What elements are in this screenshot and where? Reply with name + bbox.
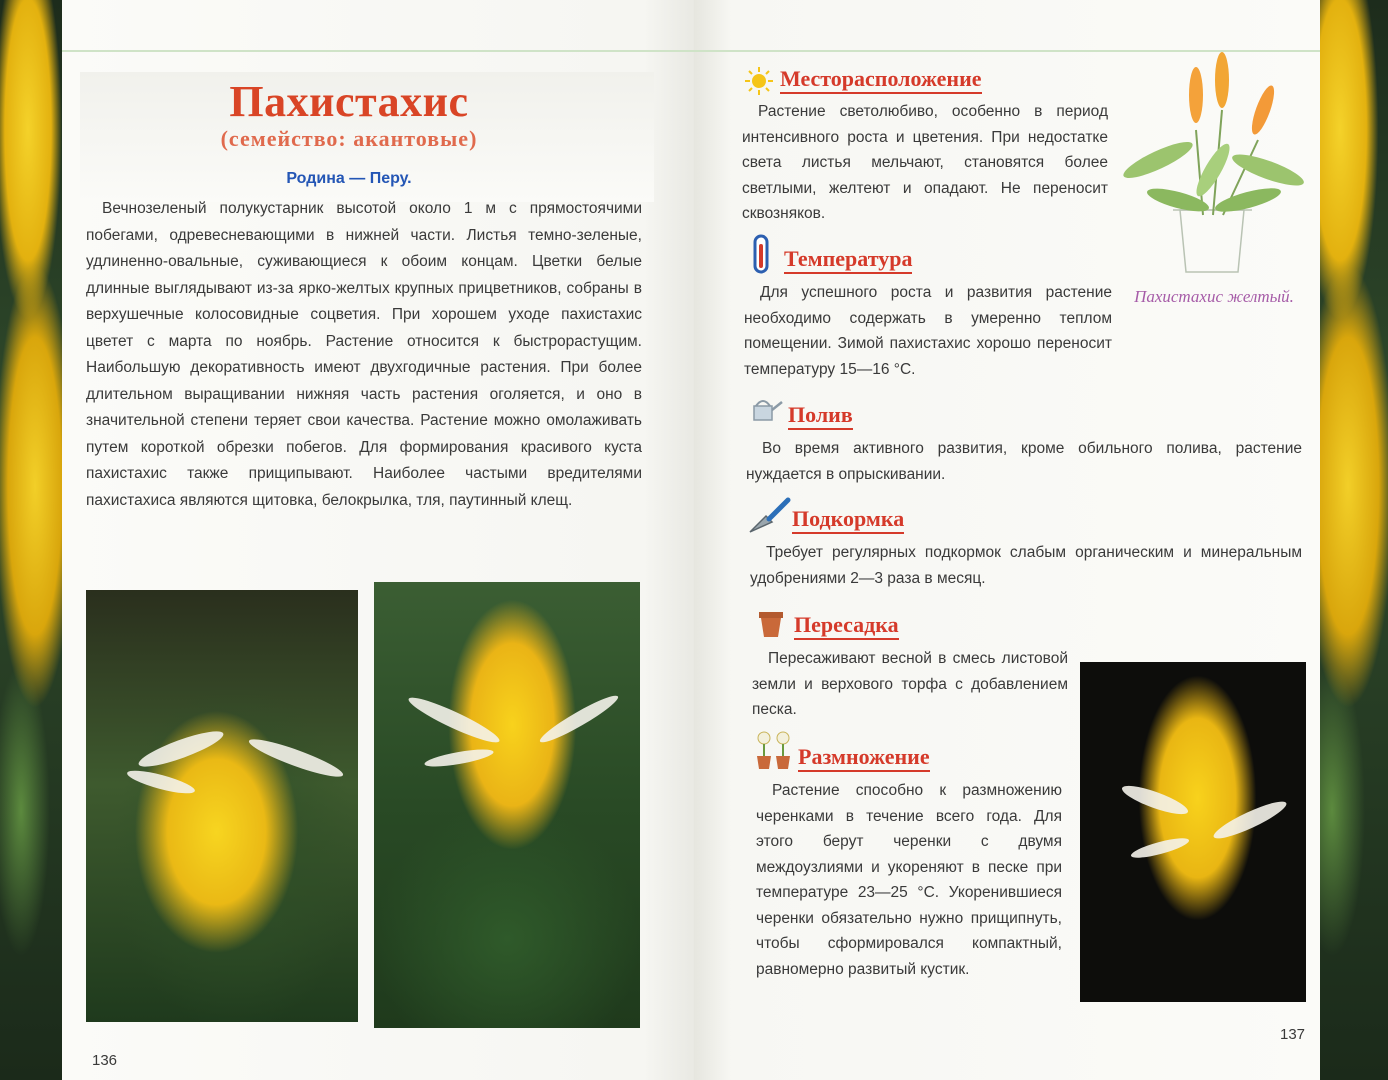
sun-icon (744, 66, 774, 96)
thermometer-icon (752, 234, 770, 274)
right-page (694, 0, 1320, 1080)
section-title-temperature: Температура (784, 246, 912, 274)
page-top-rule (62, 50, 694, 52)
section-text-temperature: Для успешного роста и развития растение необходимо содержать в умеренно теплом помещении. Зимой пахистахис хорошо переносит температуру 15—16 °С. (744, 284, 1112, 378)
trowel-icon (746, 494, 792, 538)
section-title-transplant: Пересадка (794, 612, 899, 640)
section-title-location: Месторасположение (780, 66, 982, 94)
plant-family: (семейство: акантовые) (220, 126, 478, 151)
homeland: Родина — Перу. (286, 170, 412, 187)
seedlings-icon (754, 728, 794, 770)
page-number: 136 (92, 1052, 118, 1069)
page-title: Пахистахис (229, 77, 469, 126)
drawing-caption: Пахистахис желтый. (1134, 287, 1294, 306)
section-text-location: Растение светолюбиво, особенно в период интенсивного роста и цветения. При недостатке света листья мельчают, становятся более светлыми, желтеют и опадают. Не переносит сквозняков. (742, 103, 1108, 222)
section-title-watering: Полив (788, 402, 853, 430)
flower-photo-1 (86, 590, 358, 1022)
plant-description: Вечнозеленый полукустарник высотой около 1 м с прямостоячими побегами, одревесневающими в нижней части. Листья темно-зеленые, удлиненно-овальные, суживающиеся к обоим концам. Цветки белые длинные выглядывают из-за ярко-желтых крупных прицветников, собраны в верхушечные колосовидные соцветия. При хорошем уходе пахистахис цветет с марта по ноябрь. Растение относится к быстрорастущим. Наибольшую декоративность имеют двухгодичные растения. При более длительном выращивании нижняя часть растения оголяется, и оно в значительной степени теряет свои качества. Растение можно омолаживать путем короткой обрезки побегов. Для формирования красивого куста пахистахис также прищипывают. Наиболее частыми вредителями пахистахиса являются щитовка, белокрылка, тля, паутинный клещ. (86, 200, 642, 509)
flower-photo-3 (1080, 662, 1306, 1002)
page-number: 137 (1280, 1026, 1306, 1043)
section-text-propagation: Растение способно к размножению черенками в течение всего года. Для этого берут черенки с двумя междоузлиями и укореняют в песке при температуре 23—25 °С. Укоренившиеся черенки обязательно нужно прищипнуть, чтобы сформировался компактный, равномерно развитый кустик. (756, 782, 1062, 978)
section-text-feeding: Требует регулярных подкормок слабым органическим и минеральным удобрениями 2—3 раза в месяц. (750, 544, 1302, 587)
section-title-feeding: Подкормка (792, 506, 904, 534)
section-text-transplant: Пересаживают весной в смесь листовой земли и верхового торфа с добавлением песка. (752, 650, 1068, 718)
flower-photo-2 (374, 582, 640, 1028)
section-text-watering: Во время активного развития, кроме обильного полива, растение нуждается в опрыскивании. (746, 440, 1302, 483)
plant-drawing (1118, 50, 1308, 280)
flower-pot-icon (758, 610, 784, 638)
section-title-propagation: Размножение (798, 744, 930, 772)
left-page (62, 0, 694, 1080)
background-photo-right (1308, 0, 1388, 1080)
background-photo-left (0, 0, 70, 1080)
watering-can-icon (746, 396, 784, 424)
